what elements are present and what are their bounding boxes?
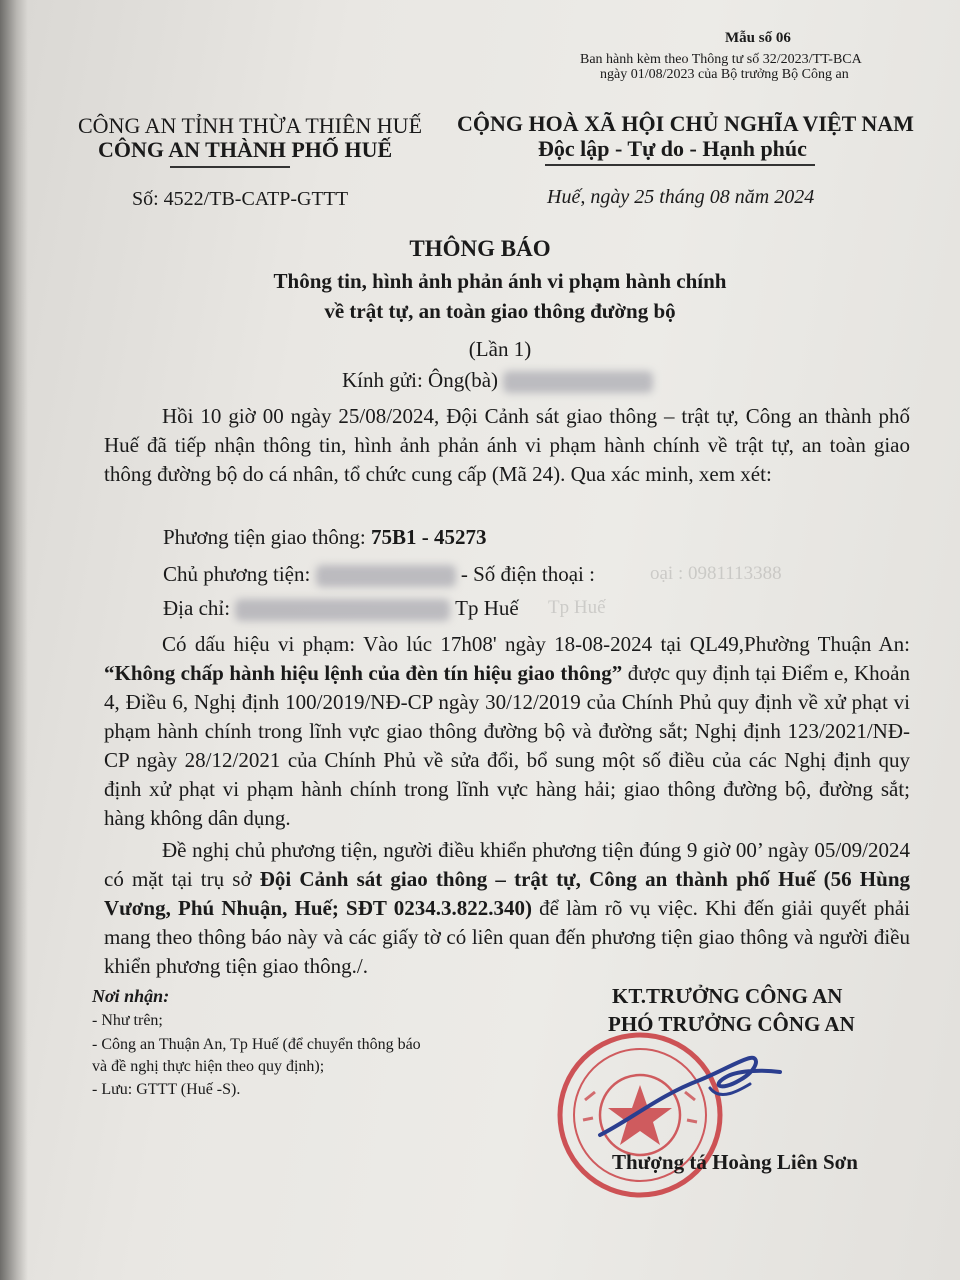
- document-number: Số: 4522/TB-CATP-GTTT: [132, 188, 349, 210]
- recipient-line: [342, 368, 653, 393]
- request-office: Đội Cảnh sát giao thông – trật tự, Công an thành phố Huế (56 Hùng Vương, Phú Nhuận, Huế; SĐT 0234.3.822.340): [104, 867, 910, 920]
- recipient-item: - Công an Thuận An, Tp Huế (để chuyển thông báo: [92, 1036, 421, 1053]
- address-label: Địa chỉ:: [163, 596, 236, 620]
- redacted-recipient-name: [503, 371, 653, 393]
- signature-icon: [590, 1040, 790, 1150]
- recipients-title: Nơi nhận:: [92, 986, 170, 1006]
- request-intro: Đề nghị chủ phương tiện, người điều khiển phương tiện đúng 9 giờ 00’ ngày 05/09/2024 có mặt tại trụ sở: [104, 838, 910, 891]
- signer-name: Thượng tá Hoàng Liên Sơn: [612, 1150, 858, 1174]
- national-title: CỘNG HOÀ XÃ HỘI CHỦ NGHĨA VIỆT NAM: [457, 111, 914, 136]
- body-paragraph-request: [104, 836, 910, 981]
- form-number: Mẫu số 06: [725, 30, 791, 46]
- vehicle-plate: 75B1 - 45273: [370, 525, 487, 549]
- body-paragraph-violation: [104, 630, 910, 833]
- recipient-item: - Lưu: GTTT (Huế -S).: [92, 1081, 241, 1098]
- recipient-item: và đề nghị thực hiện theo quy định);: [92, 1058, 325, 1075]
- owner-field: [163, 562, 595, 587]
- document-subtitle-1: Thông tin, hình ảnh phản ánh vi phạm hành chính: [273, 269, 727, 293]
- signatory-title-1: KT.TRƯỞNG CÔNG AN: [612, 984, 843, 1008]
- body-paragraph-1: Hồi 10 giờ 00 ngày 25/08/2024, Đội Cảnh sát giao thông – trật tự, Công an thành phố Huế đã tiếp nhận thông tin, hình ảnh phản ánh vi phạm hành chính về trật tự, an toàn giao thông đường bộ do cá nhân, tổ chức cung cấp (Mã 24). Qua xác minh, xem xét:: [104, 404, 910, 486]
- show-through-city: Tp Huế: [548, 597, 606, 618]
- national-motto: Độc lập - Tự do - Hạnh phúc: [538, 136, 807, 161]
- motto-underline: [545, 164, 815, 166]
- request-details: để làm rõ vụ việc. Khi đến giải quyết phải mang theo thông báo này và các giấy tờ có liên quan đến phương tiện giao thông và người điều khiển phương tiện giao thông./.: [104, 896, 910, 978]
- redacted-owner-name: [316, 565, 456, 587]
- document-subtitle-2: về trật tự, an toàn giao thông đường bộ: [324, 299, 676, 323]
- redacted-address: [235, 599, 450, 621]
- parent-organization: CÔNG AN TỈNH THỪA THIÊN HUẾ: [78, 113, 423, 138]
- document-title: THÔNG BÁO: [409, 236, 551, 261]
- signatory-title-2: PHÓ TRƯỞNG CÔNG AN: [608, 1012, 855, 1036]
- owner-label: Chủ phương tiện:: [163, 562, 316, 586]
- violation-intro: Có dấu hiệu vi phạm: Vào lúc 17h08' ngày 18-08-2024 tại QL49,Phường Thuận An:: [162, 632, 910, 656]
- notice-round: (Lần 1): [468, 337, 532, 361]
- vehicle-label: Phương tiện giao thông:: [163, 525, 371, 549]
- phone-label: - Số điện thoại :: [455, 562, 595, 586]
- recipient-item: - Như trên;: [92, 1012, 163, 1029]
- organization-name: CÔNG AN THÀNH PHỐ HUẾ: [98, 137, 393, 162]
- violation-legal-basis: được quy định tại Điểm e, Khoản 4, Điều 6, Nghị định 100/2019/NĐ-CP ngày 30/12/2019 của Chính Phủ quy định về xử phạt vi phạm hành chính trong lĩnh vực giao thông đường bộ và đường sắt; Nghị định 123/2021/NĐ-CP ngày 28/12/2021 của Chính Phủ về sửa đổi, bổ sung một số điều của các Nghị định quy định xử phạt vi phạm hành chính trong lĩnh vực hàng hải; giao thông đường bộ, đường sắt; hàng không dân dụng.: [104, 661, 910, 830]
- paper-edge-shadow: [0, 0, 28, 1280]
- violation-description: “Không chấp hành hiệu lệnh của đèn tín hiệu giao thông”: [104, 661, 623, 685]
- issued-by-line-2: ngày 01/08/2023 của Bộ trưởng Bộ Công an: [600, 67, 849, 82]
- organization-underline: [170, 166, 290, 168]
- place-and-date: Huế, ngày 25 tháng 08 năm 2024: [547, 186, 815, 208]
- show-through-phone: oại : 0981113388: [650, 563, 782, 584]
- recipient-label: Kính gửi: Ông(bà): [342, 368, 499, 392]
- address-field: [163, 596, 519, 621]
- address-city: Tp Huế: [450, 596, 519, 620]
- issued-by-line-1: Ban hành kèm theo Thông tư số 32/2023/TT-BCA: [580, 52, 862, 67]
- vehicle-field: [163, 525, 486, 550]
